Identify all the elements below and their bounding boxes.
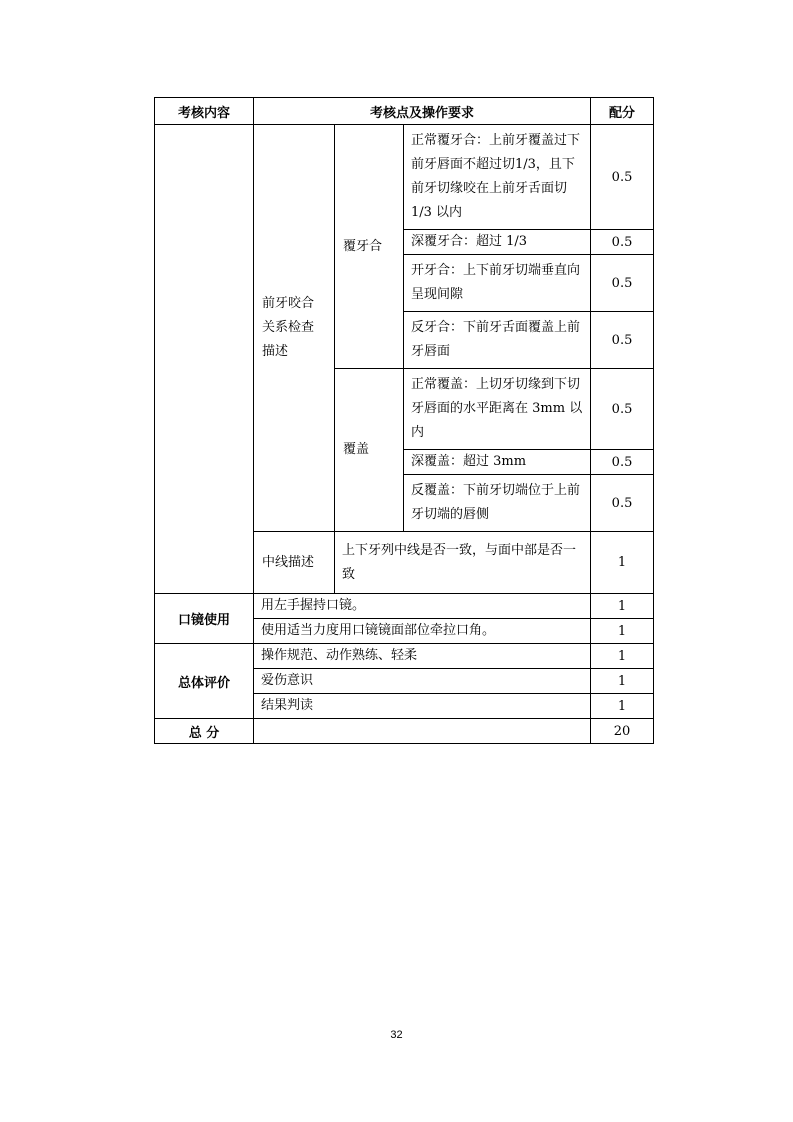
- score-table: [154, 97, 654, 744]
- page-number: 32: [390, 1029, 403, 1041]
- header-row: [155, 98, 654, 125]
- overbite-item-score: 0.5: [591, 230, 654, 255]
- midline-text: 上下牙列中线是否一致，与面中部是否一致: [335, 532, 591, 594]
- overbite-item-text: 正常覆牙合：上前牙覆盖过下前牙唇面不超过切1/3，且下前牙切缘咬在上前牙舌面切 1/3 以内: [404, 125, 591, 230]
- overjet-label: 覆盖: [335, 369, 404, 532]
- anterior-label: 前牙咬合关系检查描述: [254, 125, 335, 532]
- overbite-label: 覆牙合: [335, 125, 404, 369]
- mirror-item-text: 用左手握持口镜。: [254, 594, 591, 619]
- overbite-item-score: 0.5: [591, 312, 654, 369]
- header-score: 配分: [591, 98, 654, 125]
- header-requirements: 考核点及操作要求: [254, 98, 591, 125]
- overbite-item-score: 0.5: [591, 125, 654, 230]
- overbite-item-text: 反牙合：下前牙舌面覆盖上前牙唇面: [404, 312, 591, 369]
- mirror-item-score: 1: [591, 619, 654, 644]
- total-label: 总 分: [155, 719, 254, 744]
- overjet-item-text: 反覆盖：下前牙切端位于上前牙切端的唇侧: [404, 475, 591, 532]
- overbite-item-text: 开牙合：上下前牙切端垂直向呈现间隙: [404, 255, 591, 312]
- overall-item-score: 1: [591, 644, 654, 669]
- overjet-item-score: 0.5: [591, 475, 654, 532]
- table-row: [155, 125, 654, 230]
- overall-item-text: 爱伤意识: [254, 669, 591, 694]
- overjet-item-text: 深覆盖：超过 3mm: [404, 450, 591, 475]
- table-row: [155, 594, 654, 619]
- total-score: 20: [591, 719, 654, 744]
- overall-item-text: 操作规范、动作熟练、轻柔: [254, 644, 591, 669]
- midline-label: 中线描述: [254, 532, 335, 594]
- overall-item-score: 1: [591, 669, 654, 694]
- mirror-item-score: 1: [591, 594, 654, 619]
- mirror-label: 口镜使用: [155, 594, 254, 644]
- empty-category-cell: [155, 125, 254, 594]
- overall-label: 总体评价: [155, 644, 254, 719]
- mirror-item-text: 使用适当力度用口镜镜面部位牵拉口角。: [254, 619, 591, 644]
- total-empty-cell: [254, 719, 591, 744]
- overall-item-text: 结果判读: [254, 694, 591, 719]
- table-row: [155, 644, 654, 669]
- overjet-item-text: 正常覆盖：上切牙切缘到下切牙唇面的水平距离在 3mm 以内: [404, 369, 591, 450]
- overjet-item-score: 0.5: [591, 369, 654, 450]
- overbite-item-score: 0.5: [591, 255, 654, 312]
- overbite-item-text: 深覆牙合：超过 1/3: [404, 230, 591, 255]
- overjet-item-score: 0.5: [591, 450, 654, 475]
- total-row: [155, 719, 654, 744]
- overall-item-score: 1: [591, 694, 654, 719]
- midline-score: 1: [591, 532, 654, 594]
- header-content: 考核内容: [155, 98, 254, 125]
